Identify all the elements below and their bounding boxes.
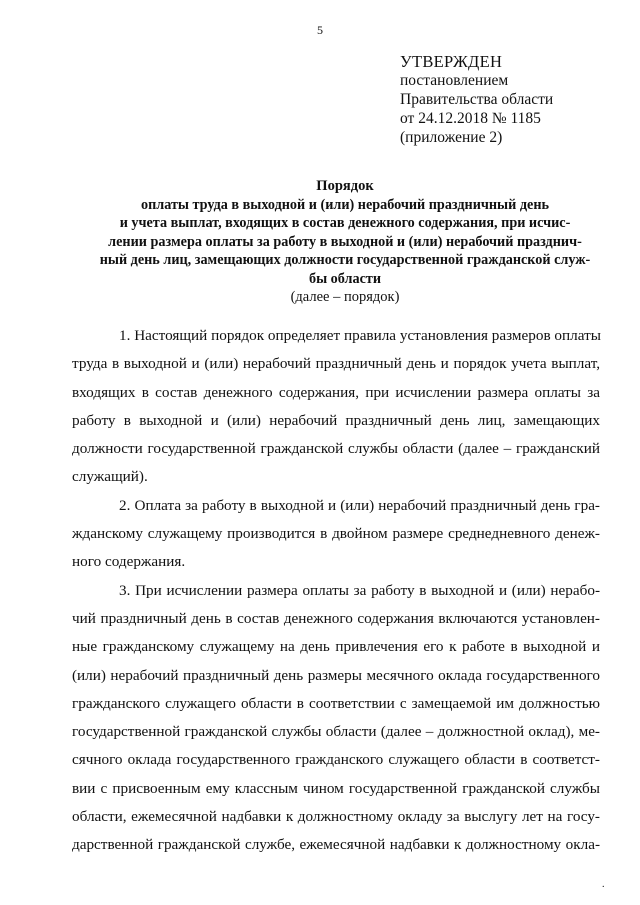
approval-line: (приложение 2) <box>400 129 503 146</box>
text-line: (или) нерабочий праздничный день размеры месячного оклада государственного <box>72 666 600 684</box>
text-line: 1. Настоящий порядок определяет правила установления размеров оплаты <box>119 327 601 344</box>
approval-line: постановлением <box>400 72 509 89</box>
text-line: 2. Оплата за работу в выходной и (или) нерабочий праздничный день гра- <box>119 496 600 514</box>
title-word: Порядок <box>316 178 374 194</box>
text-line: области, ежемесячной надбавки к должностному окладу за выслугу лет на госу- <box>72 808 600 826</box>
title-line: ный день лиц, замещающих должности государственной гражданской служ- <box>99 252 591 268</box>
text-line: жданскому служащему производится в двойном размере среднедневного денеж- <box>72 525 600 543</box>
approval-heading: УТВЕРЖДЕН <box>400 52 503 71</box>
text-line: ные гражданскому служащему на день привлечения его к работе в выходной и <box>72 638 600 656</box>
document-title <box>95 177 595 307</box>
corner-mark: . <box>602 879 605 890</box>
text-line: чий праздничный день в состав денежного содержания включаются установлен- <box>72 609 600 627</box>
text-line: должности государственной гражданской службы области (далее – гражданский <box>72 440 600 458</box>
approval-line: Правительства области <box>400 91 554 108</box>
text-line: работу в выходной и (или) нерабочий праздничный день лиц, замещающих <box>72 411 600 429</box>
text-line: входящих в состав денежного содержания, при исчислении размера оплаты за <box>72 383 600 401</box>
title-line: бы области <box>308 270 382 287</box>
page-number: 5 <box>317 23 323 37</box>
document-body <box>72 322 600 860</box>
title-line: и учета выплат, входящих в состав денежного содержания, при исчис- <box>119 215 571 231</box>
approval-line: от 24.12.2018 № 1185 <box>400 110 541 127</box>
text-line: вии с присвоенным ему классным чином государственной гражданской службы <box>72 779 600 797</box>
text-line: 3. При исчислении размера оплаты за работу в выходной и (или) нерабо- <box>119 581 600 599</box>
text-line: сячного оклада государственного гражданского служащего области в соответст- <box>72 751 600 769</box>
text-line: служащий). <box>72 468 148 486</box>
text-line: гражданского служащего области в соответствии с замещаемой им должностью <box>72 694 600 712</box>
title-line: лении размера оплаты за работу в выходной и (или) нерабочий празднич- <box>108 233 582 250</box>
text-line: дарственной гражданской службе, ежемесячной надбавки к должностному окла- <box>72 836 600 854</box>
title-subtitle: (далее – порядок) <box>290 289 400 305</box>
text-line: государственной гражданской службы области (далее – должностной оклад), ме- <box>72 723 600 741</box>
title-line: оплаты труда в выходной и (или) нерабочий праздничный день <box>140 196 550 213</box>
text-line: ного содержания. <box>72 553 186 571</box>
text-line: труда в выходной и (или) нерабочий праздничный день и порядок учета выплат, <box>72 355 600 373</box>
approval-stamp <box>400 52 553 147</box>
